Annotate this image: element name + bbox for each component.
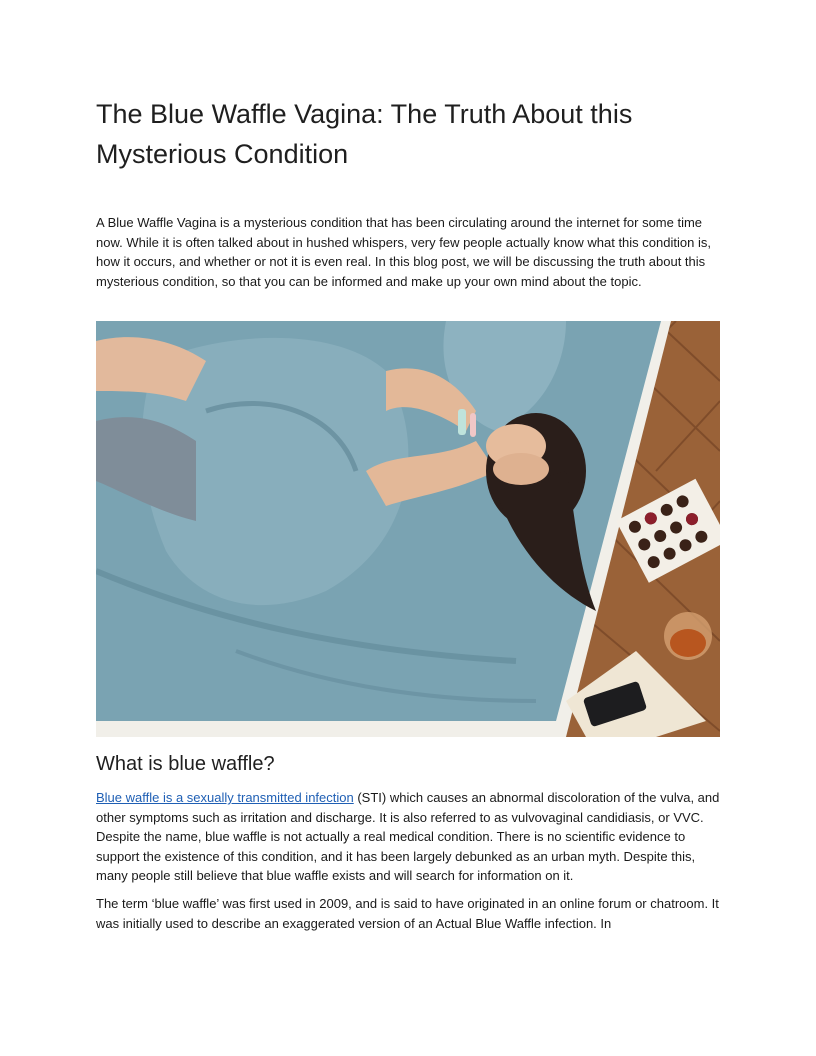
- article-title: The Blue Waffle Vagina: The Truth About this Mysterious Condition: [96, 99, 633, 169]
- sti-link[interactable]: Blue waffle is a sexually transmitted infection: [96, 790, 354, 805]
- woman-on-bed-illustration: [96, 321, 720, 737]
- hero-photo: [96, 321, 720, 737]
- paragraph-what-is: [96, 788, 720, 886]
- paragraph-origin: The term ‘blue waffle’ was first used in 2009, and is said to have originated in an online forum or chatroom. It was initially used to describe an exaggerated version of an Actual Blue Waffle infection. In: [96, 896, 719, 931]
- intro-paragraph: A Blue Waffle Vagina is a mysterious condition that has been circulating around the internet for some time now. While it is often talked about in hushed whispers, very few people actually know what this condition is, how it occurs, and whether or not it is even real. In this blog post, we will be discussing the truth about this mysterious condition, so that you can be informed and make up your own mind about the topic.: [96, 215, 711, 289]
- section-heading: What is blue waffle?: [96, 753, 275, 775]
- paragraph-what-is-text: (STI) which causes an abnormal discoloration of the vulva, and other symptoms such as irritation and discharge. It is also referred to as vulvovaginal candidiasis, or VVC. Despite the name, blue waffle is not actually a real medical condition. There is no scientific evidence to support the existence of this condition, and it has been largely debunked as an urban myth. Despite this, many people still believe that blue waffle exists and will search for information on it.: [96, 790, 720, 883]
